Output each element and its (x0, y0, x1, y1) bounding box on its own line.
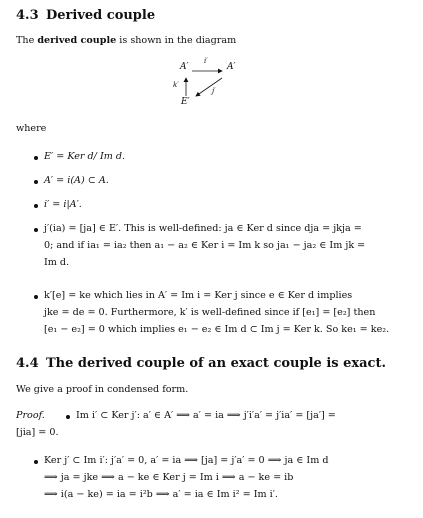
proof-label: Proof. (16, 410, 45, 421)
section-number: 4.3 (16, 8, 39, 23)
proof-2-line-2: ⟹ ja = jke ⟹ a − ke ∈ Ker j = Im i ⟹ a − ke = ib (44, 472, 294, 483)
bullet-4-line-1: j′(ia) = [ja] ∈ E′. This is well-defined: ja ∈ Ker d since dja = jkja = (44, 223, 362, 234)
bullet-5-line-3: [e₁ − e₂] = 0 which implies e₁ − e₂ ∈ Im d ⊂ Im j = Ker k. So ke₁ = ke₂. (44, 324, 390, 335)
derived-couple-diagram (170, 57, 260, 110)
label-k: k′ (173, 81, 179, 89)
bullet-1: E′ = Ker d/ Im d. (44, 151, 126, 162)
section-heading-4-3 (16, 8, 155, 23)
bullet-2: A′ = i(A) ⊂ A. (44, 175, 109, 186)
bullet-marker (34, 228, 38, 232)
bullet-marker (34, 460, 38, 464)
proof-2-line-1: Ker j′ ⊂ Im i′: j′a′ = 0, a′ = ia ⟹ [ja] = j′a′ = 0 ⟹ ja ∈ Im d (44, 455, 329, 466)
bullet-marker (34, 180, 38, 184)
proof-intro: We give a proof in condensed form. (16, 384, 189, 395)
bullet-marker (66, 415, 70, 419)
label-i: i′ (204, 57, 208, 65)
where-text: where (16, 123, 47, 134)
proof-1-line-1: Im i′ ⊂ Ker j′: a′ ∈ A′ ⟹ a′ = ia ⟹ j′i′a′ = j′ia′ = [ja′] = (76, 410, 336, 421)
bullet-5-line-2: jke = de = 0. Furthermore, k′ is well-defined since if [e₁] = [e₂] then (44, 307, 376, 318)
bullet-5-line-1: k′[e] = ke which lies in A′ = Im i = Ker j since e ∈ Ker d implies (44, 290, 353, 301)
section-heading-4-4 (16, 356, 386, 371)
node-e: E′ (181, 97, 190, 107)
bullet-marker (34, 204, 38, 208)
bullet-marker (34, 156, 38, 160)
node-a-left: A′ (180, 62, 189, 72)
section-title: The derived couple of an exact couple is exact. (46, 356, 386, 371)
proof-1-line-2: [jia] = 0. (16, 427, 59, 438)
arrow-j (196, 78, 222, 96)
label-j: j′ (212, 87, 216, 95)
bullet-marker (34, 295, 38, 299)
bullet-3: i′ = i|A′. (44, 199, 82, 210)
section-title: Derived couple (46, 8, 156, 23)
section-number: 4.4 (16, 356, 39, 371)
bullet-4-line-2: 0; and if ia₁ = ia₂ then a₁ − a₂ ∈ Ker i = Im k so ja₁ − ja₂ ∈ Im jk = (44, 240, 366, 251)
bullet-4-line-3: Im d. (44, 257, 70, 268)
defined-term: derived couple (37, 35, 117, 46)
intro-paragraph: The derived couple is shown in the diagram (16, 35, 237, 46)
node-a-right: A′ (227, 62, 236, 72)
proof-2-line-3: ⟹ i(a − ke) = ia = i²b ⟹ a′ = ia ∈ Im i² = Im i′. (44, 489, 278, 500)
